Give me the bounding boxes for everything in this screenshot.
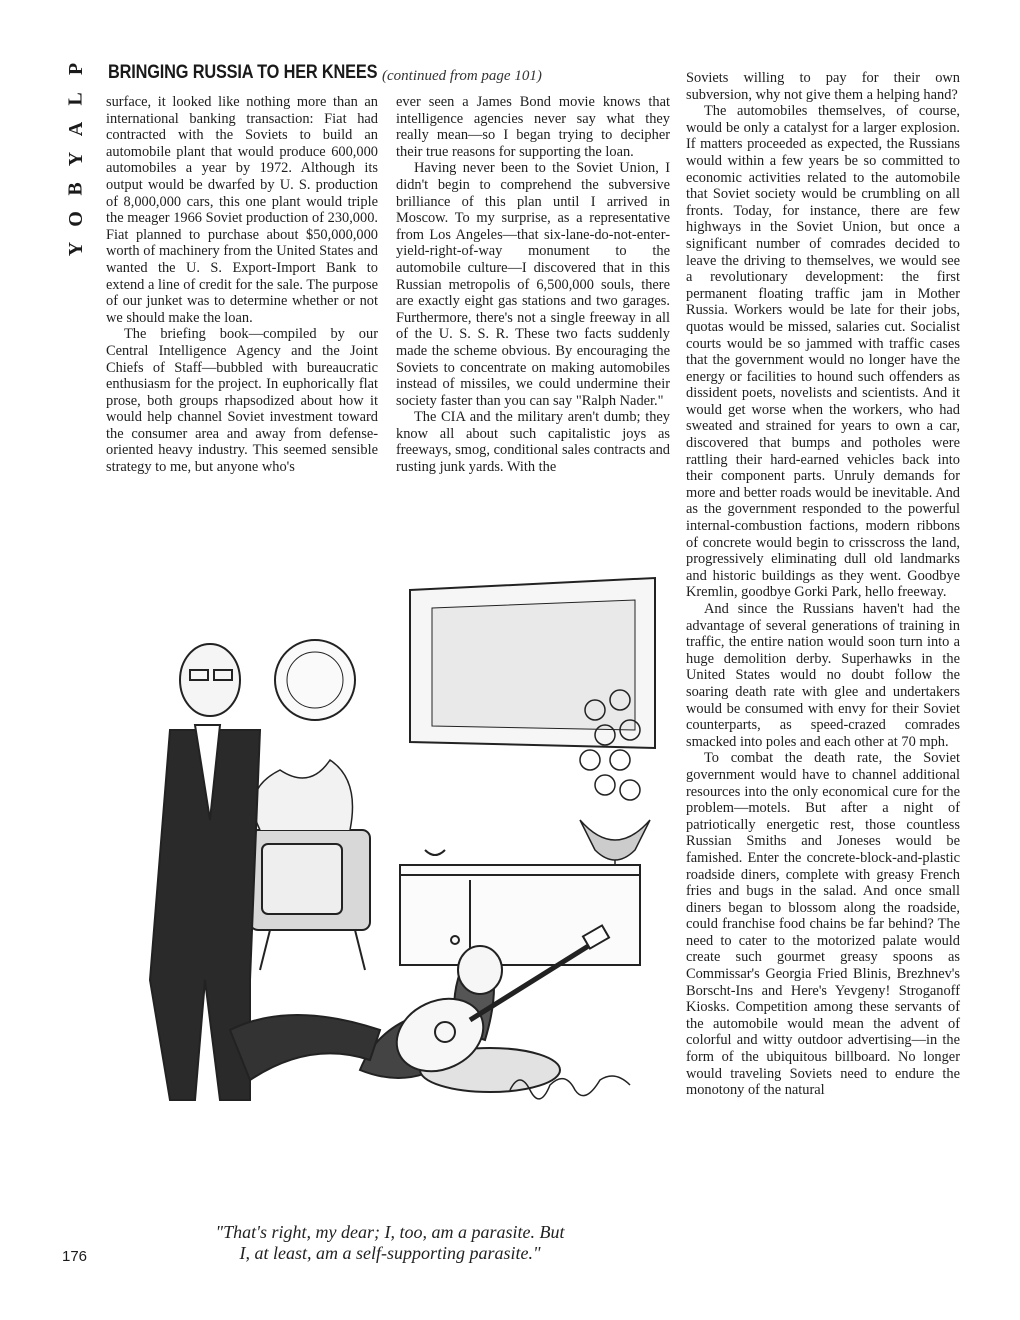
- logo-letter: O: [65, 211, 87, 227]
- paragraph: Soviets willing to pay for their own subversion, why not give them a helping hand?: [686, 70, 960, 103]
- paragraph: The automobiles themselves, of course, would be only a catalyst for a larger explosion. If matters proceeded as expected, the Russians would within a few years be so committed to economic activities related to the automobile that Soviet society would be crumbling on all fronts. Today, for instance, there are few highways in the Soviet Union, but once a significant number of comrades decided to leave the driving to themselves, we would see a revolutionary development: the first permanent floating traffic jam in Mother Russia. Workers would be late for their jobs, quotas would be missed, salaries cut. Socialist courts would be so jammed with traffic cases that the government would no longer have the energy or facilities to hound such offenders as dissident poets, novelists and scientists. And it would get worse when the workers, who had sweated and strained for years to own a car, discovered that bumps and potholes were rattling their hard-earned vehicles back into their component parts. Unruly demands for more and better roads would be inevitable. And as the government responded to the powerful internal-combustion factions, modern ribbons of concrete would begin to crisscross the land, progressively eliminating dull old landmarks and historic buildings as they went. Goodbye Kremlin, goodbye Gorki Park, hello freeway.: [686, 103, 960, 601]
- magazine-vertical-logo: [58, 56, 94, 257]
- paragraph: ever seen a James Bond movie knows that intelligence agencies never say what they really mean—so I began trying to decipher their true reasons for supporting the loan.: [396, 94, 670, 160]
- logo-letter: Y: [64, 241, 87, 257]
- continued-note: (continued from page 101): [382, 68, 542, 84]
- paragraph: And since the Russians haven't had the advantage of several generations of training in traffic, the entire nation would soon turn into a huge demolition derby. Superhawks in the United States would no doubt follow the soaring death rate with glee and undertakers would be consumed with envy for their Soviet counterparts, as speed-crazed comrades smacked into poles and each other at 70 mph.: [686, 601, 960, 750]
- sideboard: [400, 865, 640, 965]
- paragraph: The CIA and the military aren't dumb; they know all about such capitalistic joys as freeways, smog, conditional sales contracts and rusting junk yards. With the: [396, 409, 670, 476]
- cartoon-illustration: [110, 560, 670, 1120]
- paragraph: surface, it looked like nothing more than an international banking transaction: Fiat had contracted with the Soviets to build an automobile plant that would produce 600,000 automobiles a year by 1972. Although its output would be dwarfed by U. S. production of 8,000,000 cars, this one plant would triple the meager 1966 Soviet production of 230,000. Fiat planned to purchase about $50,000,000 worth of machinery from the United States and wanted the U. S. Export-Import Bank to extend a line of credit for the sale. The purpose of our junket was to determine whether or not we should make the loan.: [106, 94, 378, 326]
- text-column-2: [396, 94, 670, 534]
- logo-letter: A: [64, 121, 87, 137]
- cartoon-drawing: [110, 560, 670, 1120]
- page-number: 176: [62, 1248, 88, 1265]
- logo-letter: L: [65, 92, 87, 106]
- girl-figure: [230, 946, 560, 1092]
- caption-line: I, at least, am a self-supporting parasite.": [239, 1243, 541, 1263]
- logo-letter: Y: [64, 151, 87, 167]
- logo-letter: P: [65, 62, 87, 76]
- article-title: BRINGING RUSSIA TO HER KNEES: [108, 62, 378, 83]
- paragraph: To combat the death rate, the Soviet government would have to channel additional resources into the only economical cure for the problem—motels. But after a night of patriotically energetic rest, those countless Russian Smiths and Joneses would be famished. Enter the concrete-block-and-plastic roadside diners, complete with greasy French fries and bugs in the salad. And once small diners began to blossom along the roadside, could franchise food chains be far behind? The need to cater to the motorized palate would create such gourmet greasy spoons as Commissar's Georgia Fried Blinis, Brezhnev's Borscht-Ins and Here's Yevgeny! Stroganoff Kiosks. Competition among these servants of the automobile would mean the advent of colorful and witty outdoor advertising—in the form of the ubiquitous billboard. No longer would traveling Soviets need to endure the monotony of the natural: [686, 750, 960, 1099]
- caption-line: "That's right, my dear; I, too, am a parasite. But: [215, 1222, 565, 1242]
- paragraph: The briefing book—compiled by our Central Intelligence Agency and the Joint Chiefs of Staff—bubbled with bureaucratic enthusiasm for the project. In euphorically flat prose, both groups rhapsodized about how it would help channel Soviet investment toward the consumer area and away from defense-oriented heavy industry. This seemed sensible strategy to me, but anyone who's: [106, 326, 378, 476]
- text-column-3: [686, 70, 960, 1300]
- text-column-1: [106, 94, 378, 534]
- paragraph: Having never been to the Soviet Union, I didn't begin to comprehend the subversive brilliance of this plan until I arrived in Moscow. To my surprise, as a representative from Los Angeles—that six-lane-do-not-enter-yield-right-of-way monument to the automobile culture—I discovered that in this Russian metropolis of 6,500,000 souls, there are exactly eight gas stations and two garages. Furthermore, there's not a single freeway in all of the U. S. S. R. These two facts suddenly made the scheme obvious. By encouraging the Soviets to concentrate on making automobiles instead of missiles, we could undermine their society faster than you can say "Ralph Nader.": [396, 160, 670, 409]
- cartoon-caption: [130, 1222, 650, 1264]
- logo-letter: B: [65, 182, 87, 196]
